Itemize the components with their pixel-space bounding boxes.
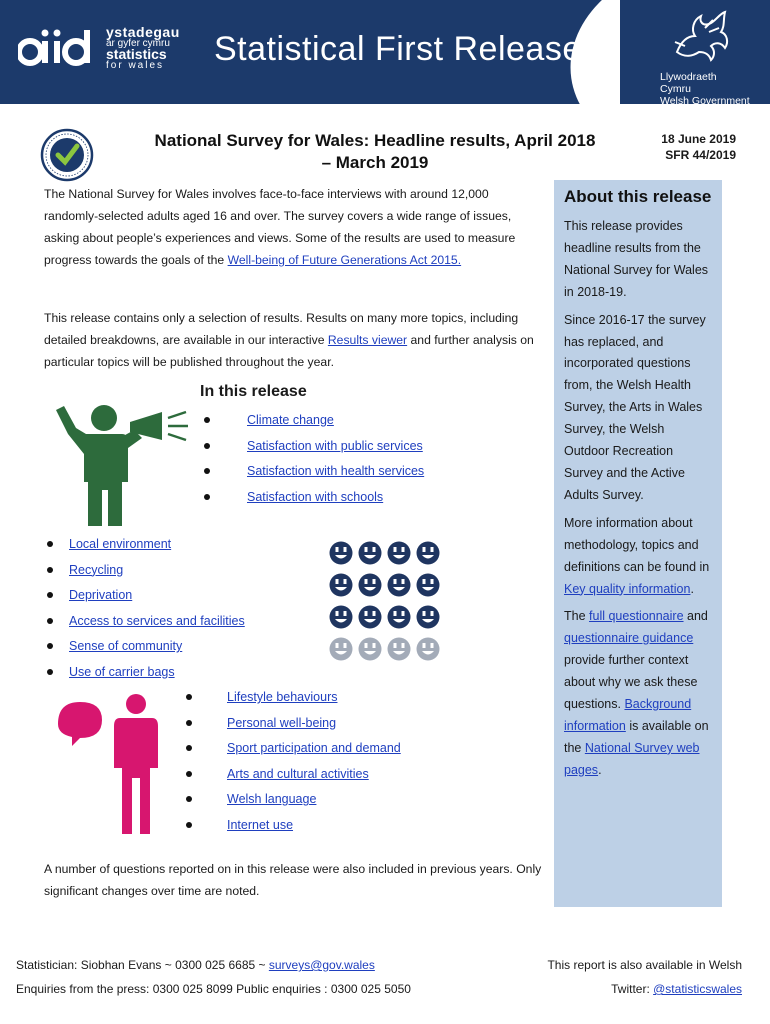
intro-p2-tail: and further analysis on particular topics will be published throughout the year. bbox=[44, 333, 534, 369]
smiley-face-icon bbox=[359, 606, 382, 629]
logo-line-statistics: statistics bbox=[106, 46, 167, 62]
smiley-face-icon bbox=[388, 542, 411, 565]
twitter-label: Twitter: bbox=[611, 982, 654, 996]
smiley-face-icon bbox=[388, 638, 411, 661]
smiley-face-icon bbox=[359, 574, 382, 597]
release-info bbox=[661, 131, 736, 163]
welsh-dragon-icon bbox=[665, 6, 735, 66]
bullet-icon bbox=[204, 443, 210, 449]
sidebar-paragraph-3 bbox=[564, 513, 712, 601]
smiley-face-icon bbox=[417, 606, 440, 629]
background-information-link[interactable]: Background information bbox=[564, 697, 692, 733]
smiley-face-icon bbox=[330, 542, 353, 565]
welsh-availability-note: This report is also available in Welsh bbox=[547, 958, 742, 972]
logo-line-for-wales: for wales bbox=[106, 60, 165, 71]
statistician-text: Statistician: Siobhan Evans ~ 0300 025 6685 ~ bbox=[16, 958, 269, 972]
topic-link-lifestyle[interactable]: Lifestyle behaviours bbox=[227, 690, 338, 704]
sidebar-paragraph-1: This release provides headline results from the National Survey for Wales in 2018-19. bbox=[564, 219, 709, 299]
statistician-contact bbox=[16, 958, 375, 972]
release-date: 18 June 2019 bbox=[661, 132, 736, 146]
sidebar-p4-a: The bbox=[564, 609, 590, 624]
smiley-face-icon bbox=[330, 606, 353, 629]
topic-link-public-services[interactable]: Satisfaction with public services bbox=[247, 438, 423, 453]
topic-link-local-environment[interactable]: Local environment bbox=[69, 537, 172, 551]
topic-link-arts[interactable]: Arts and cultural activities bbox=[227, 766, 369, 781]
logo-text bbox=[106, 24, 180, 71]
topic-link-wellbeing[interactable]: Personal well-being bbox=[227, 715, 337, 730]
questionnaire-guidance-link[interactable]: questionnaire guidance bbox=[564, 631, 694, 646]
statistics-for-wales-logo[interactable] bbox=[18, 24, 180, 74]
wellbeing-act-link[interactable]: Well-being of Future Generations Act 2015. bbox=[227, 253, 462, 267]
intro-p1-text: The National Survey for Wales involves face-to-face interviews with around 12,000 randomly-selected adults aged 16 and over. The survey covers a wide range of issues, asking about people’s experiences and views. Some of the results are used to measure progress towards the goals of the bbox=[44, 187, 516, 267]
topic-link-health-services[interactable]: Satisfaction with health services bbox=[247, 464, 425, 479]
gov-logo-english-name: Welsh Government bbox=[660, 95, 750, 104]
release-reference: SFR 44/2019 bbox=[665, 148, 736, 162]
sidebar-p4-b: and bbox=[683, 609, 708, 624]
sidebar-paragraph-2: Since 2016-17 the survey has replaced, and incorporated questions from, the Welsh Health Survey, the Arts in Wales Survey, the Welsh Outdoor Recreation Survey and the Active Adults Survey. bbox=[564, 312, 706, 502]
bullet-icon bbox=[47, 541, 53, 547]
bullet-icon bbox=[186, 822, 192, 828]
twitter-handle-link[interactable]: @statisticswales bbox=[653, 982, 742, 996]
sidebar-p4-c: provide further context about why we ask these questions. bbox=[564, 653, 698, 712]
topic-link-climate-change[interactable]: Climate change bbox=[247, 413, 334, 427]
topic-link-deprivation[interactable]: Deprivation bbox=[69, 588, 133, 603]
bullet-icon bbox=[186, 771, 192, 777]
smiley-face-icon bbox=[330, 574, 353, 597]
sidebar-paragraph-4 bbox=[564, 606, 712, 781]
sidebar-p4-e: . bbox=[598, 762, 602, 777]
logo-line-gyfer: ar gyfer cymru bbox=[106, 38, 170, 49]
smiley-faces-grid-icon bbox=[328, 540, 444, 664]
gov-logo-welsh-name: Llywodraeth Cymru bbox=[660, 71, 717, 95]
national-survey-web-pages-link[interactable]: National Survey web pages bbox=[564, 740, 700, 777]
sidebar-p3-tail: . bbox=[690, 581, 694, 596]
bullet-icon bbox=[47, 669, 53, 675]
topic-link-sport[interactable]: Sport participation and demand bbox=[227, 741, 401, 756]
topic-link-internet-use[interactable]: Internet use bbox=[227, 817, 294, 832]
megaphone-person-icon bbox=[46, 398, 196, 528]
logo-line-ystadegau: ystadegau bbox=[106, 24, 180, 40]
topic-link-schools[interactable]: Satisfaction with schools bbox=[247, 489, 384, 504]
bullet-icon bbox=[204, 417, 210, 423]
topic-link-welsh-language[interactable]: Welsh language bbox=[227, 792, 317, 807]
bullet-icon bbox=[186, 745, 192, 751]
in-this-release-heading: In this release bbox=[200, 383, 307, 400]
smiley-face-icon bbox=[388, 606, 411, 629]
enquiries-numbers: Enquiries from the press: 0300 025 8099 Public enquiries : 0300 025 5050 bbox=[16, 982, 411, 996]
welsh-government-logo[interactable] bbox=[650, 6, 750, 104]
intro-paragraph-2 bbox=[44, 307, 544, 373]
topic-link-sense-of-community[interactable]: Sense of community bbox=[69, 639, 183, 654]
document-title: National Survey for Wales: Headline results, April 2018 – March 2019 bbox=[154, 131, 596, 172]
smiley-face-icon bbox=[417, 542, 440, 565]
smiley-face-icon bbox=[388, 574, 411, 597]
smiley-face-icon bbox=[359, 638, 382, 661]
bullet-icon bbox=[47, 567, 53, 573]
full-questionnaire-link[interactable]: full questionnaire bbox=[589, 609, 684, 624]
bullet-icon bbox=[186, 796, 192, 802]
closing-paragraph: A number of questions reported on in this release were also included in previous years. Only significant changes over time are noted. bbox=[44, 862, 542, 898]
smiley-face-icon bbox=[330, 638, 353, 661]
results-viewer-link[interactable]: Results viewer bbox=[327, 333, 408, 347]
topic-link-recycling[interactable]: Recycling bbox=[69, 562, 124, 577]
national-statistics-badge-icon bbox=[40, 128, 94, 182]
topic-link-carrier-bags[interactable]: Use of carrier bags bbox=[69, 664, 175, 679]
key-quality-information-link[interactable]: Key quality information bbox=[564, 581, 691, 596]
intro-p2-text: This release contains only a selection of results. Results on many more topics, including detailed breakdowns, are available in our interactive bbox=[44, 311, 519, 347]
smiley-face-icon bbox=[417, 574, 440, 597]
topic-link-access-services[interactable]: Access to services and facilities bbox=[69, 613, 245, 628]
smiley-face-icon bbox=[417, 638, 440, 661]
sidebar-heading: About this release bbox=[564, 187, 712, 206]
intro-paragraph-1 bbox=[44, 183, 544, 271]
surveys-email-link[interactable]: surveys@gov.wales bbox=[268, 958, 375, 972]
twitter-contact bbox=[611, 982, 742, 996]
bullet-icon bbox=[204, 468, 210, 474]
bullet-icon bbox=[47, 592, 53, 598]
bullet-icon bbox=[186, 720, 192, 726]
bullet-icon bbox=[186, 694, 192, 700]
speech-bubble-person-icon bbox=[54, 694, 164, 838]
bullet-icon bbox=[47, 643, 53, 649]
about-this-release-sidebar bbox=[554, 180, 722, 907]
stats-wales-logo-icon bbox=[18, 24, 98, 74]
banner-title: Statistical First Release bbox=[214, 30, 582, 68]
header-banner bbox=[0, 0, 770, 104]
bullet-icon bbox=[204, 494, 210, 500]
sidebar-p4-d: is available on the bbox=[564, 718, 709, 755]
sidebar-p3-text: More information about methodology, topics and definitions can be found in bbox=[564, 515, 710, 574]
bullet-icon bbox=[47, 618, 53, 624]
smiley-face-icon bbox=[359, 542, 382, 565]
